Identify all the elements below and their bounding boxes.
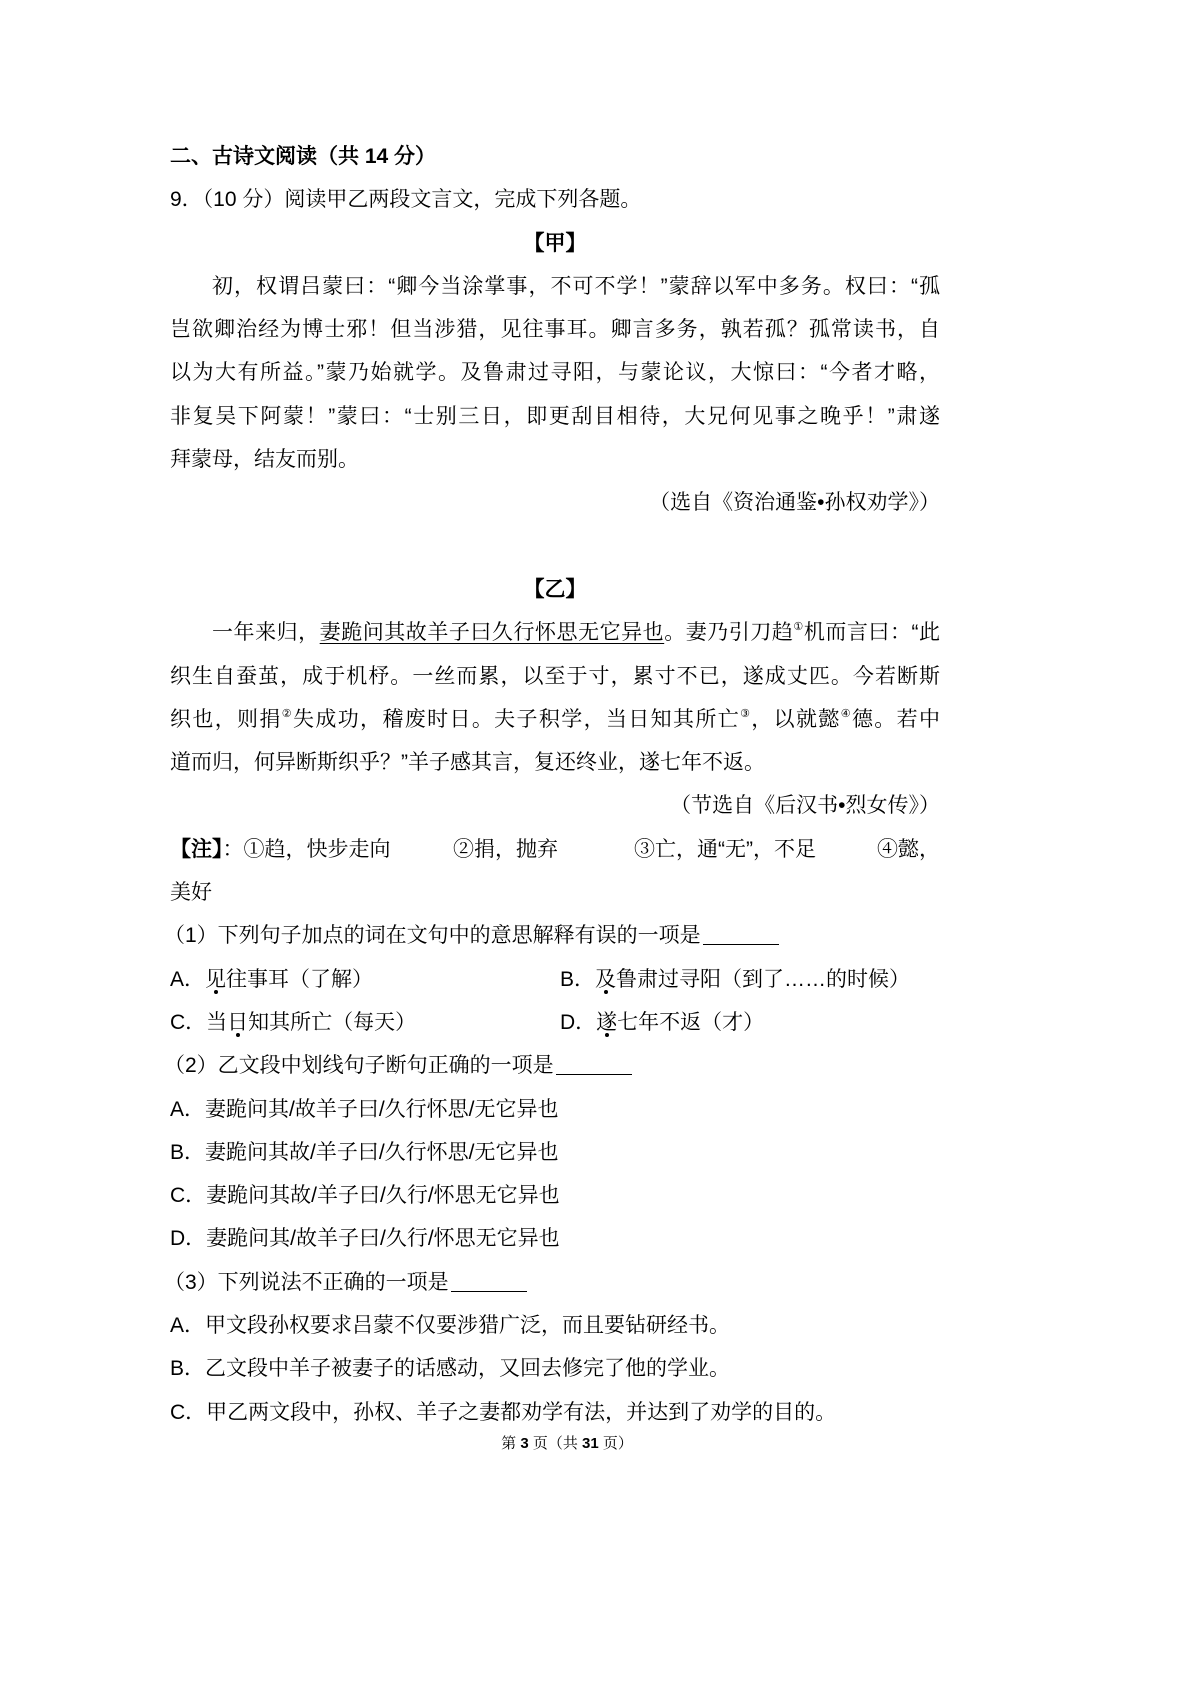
note-item-1 [170,828,391,871]
passage-b-text: ，以就懿 [751,707,841,731]
option-text: 妻跪问其故/羊子曰/久行怀思/无它异也 [205,1140,559,1164]
passage-a-line-5: 拜蒙母，结友而别。 [170,448,359,472]
option-text: 甲乙两文段中，孙权、羊子之妻都劝学有法，并达到了劝学的目的。 [206,1400,837,1424]
option-text: 甲文段孙权要求吕蒙不仅要涉猎广泛，而且要钻研经书。 [205,1314,731,1338]
sub-question-2-option-d [170,1217,940,1260]
passage-b-text: 失成功，稽废时日。夫子积学，当日知其所亡 [293,707,741,731]
option-text: 知其所亡（每天） [248,1010,417,1034]
sub-question-2-option-c [170,1174,940,1217]
option-d [560,1001,764,1044]
note-item-2: ②捐，抛弃 [453,837,558,861]
passage-b-heading: 【乙】 [523,577,587,601]
notes-separator: ： [222,837,244,861]
option-letter: B． [170,1357,206,1381]
option-text: 乙文段中羊子被妻子的话感动，又回去修完了他的学业。 [205,1357,731,1381]
passage-b-line-4 [170,741,940,784]
sub-question-3-stem [164,1261,940,1304]
passage-b-line-1 [170,611,940,654]
passage-a-heading: 【甲】 [523,231,587,255]
footer-prefix: 第 [501,1435,521,1452]
option-letter: A． [170,1097,206,1121]
option-letter: C． [170,1010,207,1034]
option-text: 当 [206,1010,228,1034]
section-title: 二、古诗文阅读（共 14 分） [170,145,437,168]
passage-a-line-2: 岂欲卿治经为博士邪！但当涉猎，见往事耳。卿言多务，孰若孤？孤常读书，自 [170,318,940,342]
option-b [560,958,910,1001]
sub-question-2-option-a [170,1088,940,1131]
option-a [170,958,373,1001]
option-letter: A． [170,1314,206,1338]
total-pages: 31 [582,1435,599,1452]
option-letter: A． [170,967,206,991]
option-letter: C． [170,1400,207,1424]
option-letter: B． [170,1140,206,1164]
answer-blank [451,1289,527,1292]
emphasized-char: 见 [205,967,227,991]
answer-blank [556,1072,632,1075]
sub-question-2-option-b [170,1131,940,1174]
stem-text: （1）下列句子加点的词在文句中的意思解释有误的一项是 [164,924,701,948]
passage-b-text: 织也，则捐 [170,707,282,731]
emphasized-char: 日 [227,1010,249,1034]
sub-question-2-stem [164,1044,940,1087]
option-letter: D． [170,1227,207,1251]
option-text: 妻跪问其故/羊子曰/久行/怀思无它异也 [206,1184,560,1208]
document-body [164,135,941,1434]
option-c [170,1001,416,1044]
sub-question-3-option-a [170,1304,940,1347]
passage-b-text: 道而归，何异断斯织乎？”羊子感其言，复还终业，遂七年不返。 [170,751,765,775]
sub-question-1-options-row-1 [170,958,940,1001]
footer-suffix: 页） [598,1435,633,1452]
passage-b-text: 机而言曰：“此 [803,621,941,645]
passage-a-line-1: 初，权谓吕蒙曰：“卿今当涂掌事，不可不学！”蒙辞以军中多务。权曰：“孤 [212,274,940,298]
passage-b-text: 一年来归， [212,621,320,645]
passage-b-source: （节选自《后汉书•烈女传》） [670,794,940,818]
question-stem: 9．（10 分）阅读甲乙两段文言文，完成下列各题。 [170,188,642,212]
passage-b-line-3 [170,698,940,741]
notes-continuation: 美好 [170,881,212,905]
blank-line [170,525,940,568]
emphasized-char: 及 [595,967,617,991]
note-text: ①趋，快步走向 [243,837,391,861]
sub-question-1-stem [164,914,940,957]
option-text: 七年不返（才） [617,1010,765,1034]
sub-question-3-option-b [170,1347,940,1390]
stem-text: （2）乙文段中划线句子断句正确的一项是 [164,1054,554,1078]
passage-b-text: 。妻乃引刀趋 [664,621,794,645]
footer-middle: 页（共 [528,1435,582,1452]
sub-question-3-option-c [170,1391,940,1434]
passage-b-text: 德。若中 [851,707,940,731]
passage-a-source: （选自《资治通鉴•孙权劝学》） [649,491,940,515]
stem-text: （3）下列说法不正确的一项是 [164,1270,449,1294]
note-marker-3: ③ [740,707,752,720]
underlined-sentence: 妻跪问其故羊子曰久行怀思无它异也 [319,621,665,645]
notes-line [170,828,940,871]
passage-b-line-2 [170,655,940,698]
notes-label: 【注】 [170,837,223,861]
note-item-4: ④懿， [877,837,940,861]
option-letter: B． [560,967,596,991]
note-item-3: ③亡，通“无”，不足 [634,837,816,861]
option-text: 妻跪问其/故羊子曰/久行怀思/无它异也 [205,1097,559,1121]
option-letter: C． [170,1184,207,1208]
emphasized-char: 遂 [596,1010,618,1034]
option-text: 妻跪问其/故羊子曰/久行/怀思无它异也 [206,1227,560,1251]
page-number: 3 [520,1435,529,1452]
option-letter: D． [560,1010,597,1034]
answer-blank [703,942,779,945]
sub-question-1-options-row-2 [170,1001,940,1044]
option-text: 往事耳（了解） [226,967,374,991]
note-marker-1: ① [793,621,804,634]
option-text: 鲁肃过寻阳（到了……的时候） [616,967,911,991]
note-marker-2: ② [281,707,293,720]
passage-a-line-3: 以为大有所益。”蒙乃始就学。及鲁肃过寻阳，与蒙论议，大惊曰：“今者才略， [170,361,940,385]
passage-b-text: 织生自蚕茧，成于机杼。一丝而累，以至于寸，累寸不已，遂成丈匹。今若断斯 [170,664,940,688]
passage-a-line-4: 非复吴下阿蒙！”蒙曰：“士别三日，即更刮目相待，大兄何见事之晚乎！”肃遂 [170,404,940,428]
page-footer [0,1434,1134,1454]
note-marker-4: ④ [840,707,852,720]
